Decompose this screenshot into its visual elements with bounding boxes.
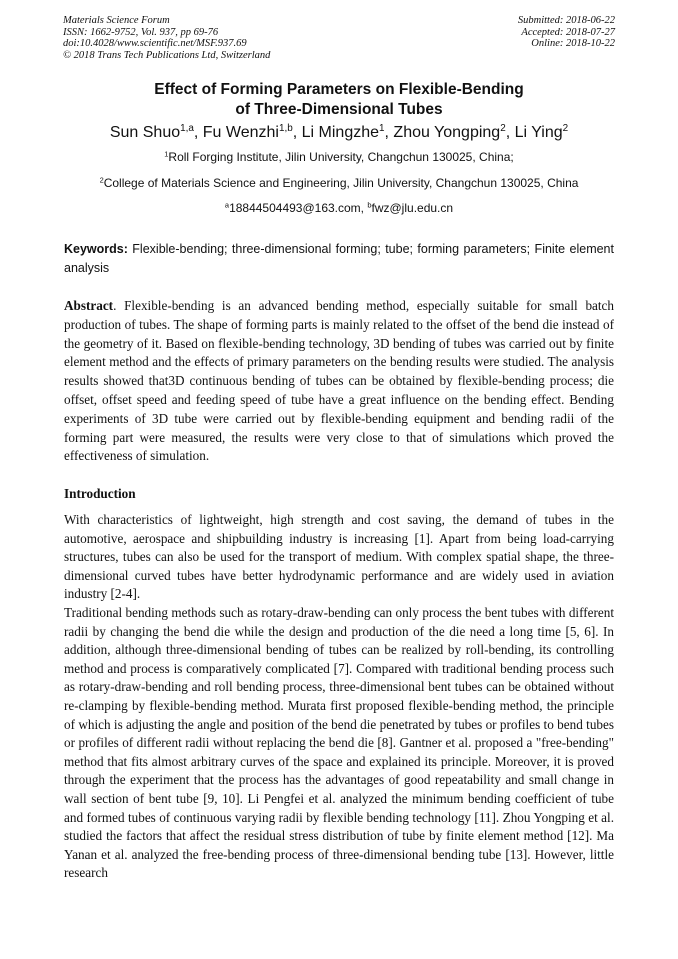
author-sup: 1,b	[278, 123, 293, 135]
copyright: © 2018 Trans Tech Publications Ltd, Switzerland	[63, 49, 271, 61]
author	[302, 124, 394, 141]
keywords-label: Keywords:	[64, 242, 128, 256]
aff-sup: 1	[164, 149, 169, 159]
author-name: Zhou Yongping	[393, 124, 501, 141]
author-sup: 1,a	[180, 123, 194, 135]
author	[393, 124, 514, 141]
submitted-date: Submitted: 2018-06-22	[517, 15, 615, 26]
section-heading: Introduction	[64, 486, 136, 501]
author	[515, 124, 569, 141]
online-date: Online: 2018-10-22	[531, 38, 615, 49]
emails	[0, 201, 678, 215]
introduction-body	[64, 511, 614, 883]
paragraph: With characteristics of lightweight, high strength and cost saving, the demand of tubes in the automotive, aerospace and shipbuilding industry is increasing [1]. Apart from being load-carrying structures, tubes can also be used for the transport of medium. With complex spatial shape, the three-dimensional curved tubes have better hydrodynamic performance and are widely used in aviation industry [2-4].	[64, 512, 614, 602]
doi: doi:10.4028/www.scientific.net/MSF.937.69	[63, 38, 247, 49]
affiliation	[0, 176, 678, 190]
journal-info	[63, 15, 270, 61]
email-sup: b	[367, 200, 372, 210]
author-list	[0, 124, 678, 142]
keywords-text: Flexible-bending; three-dimensional forming; tube; forming parameters; Finite element analysis	[64, 242, 614, 275]
affiliation	[0, 150, 678, 164]
sep: ,	[193, 124, 203, 141]
abstract-text: . Flexible-bending is an advanced bending method, especially suitable for small batch production of tubes. The shape of forming parts is mainly related to the offset of the bend die instead of the geometry of it. Based on flexible-bending technology, 3D bending of tubes was carried out by finite element method and the effects of primary parameters on the bending results were studied. The analysis results showed that3D continuous bending of tubes can be obtained by flexible-bending process; die offset, offset speed and feeding speed of tube have a great influence on the bending effect. Bending experiments of 3D tube were carried out by flexible-bending equipment and bending radii of the forming part were measured, the results were very close to that of simulations which proved the effectiveness of simulation.	[64, 298, 614, 464]
sep: ,	[505, 124, 515, 141]
author-name: Fu Wenzhi	[202, 124, 279, 141]
email-sup: a	[224, 200, 230, 210]
sep: ,	[292, 124, 302, 141]
author-name: Li Mingzhe	[301, 124, 380, 141]
issn: ISSN: 1662-9752, Vol. 937, pp 69-76	[63, 26, 219, 38]
author-name: Li Ying	[514, 124, 563, 141]
sep: ,	[384, 124, 394, 141]
journal-name: Materials Science Forum	[63, 15, 170, 26]
aff-text: College of Materials Science and Engineering, Jilin University, Changchun 130025, China	[103, 176, 579, 190]
author-sup: 1	[379, 123, 385, 135]
email[interactable]: 18844504493@163.com,	[229, 201, 368, 215]
paper-title	[0, 80, 678, 120]
abstract	[64, 297, 614, 466]
aff-sup: 2	[99, 175, 104, 185]
paragraph: Traditional bending methods such as rotary-draw-bending can only process the bent tubes with different radii by changing the bend die while the design and production of the die need a long time [5, 6]. In addition, although three-dimensional bending of tubes can be realized by roll-bending, its controlling method and process is comparatively complicated [7]. Compared with traditional bending process such as rotary-draw-bending and roll bending process, three-dimensional bent tubes can be obtained without re-clamping by flexible-bending method. Murata first proposed flexible-bending method, the principle of which is adjusting the angle and position of the bend die penetrated by tubes or profiles to bend tubes or profiles of different radii without replacing the bend die [8]. Gantner et al. proposed a "free-bending" method that fits almost arbitrary curves of the space and explained its principle. Moreover, it is proved through the experiment that the process has the advantages of good repeatability and small change in wall section of bent tube [9, 10]. Li Pengfei et al. analyzed the minimum bending coefficient of tube and formed tubes of continuous varying radii by flexible bending technology [11]. Zhou Yongping et al. studied the factors that affect the residual stress distribution of tube by finite element method [12]. Ma Yanan et al. analyzed the free-bending process of three-dimensional bending tube [13]. However, little research	[64, 604, 614, 881]
accepted-date: Accepted: 2018-07-27	[521, 26, 615, 38]
author-sup: 2	[562, 123, 569, 135]
email[interactable]: fwz@jlu.edu.cn	[371, 201, 454, 215]
dates-info	[518, 15, 615, 50]
title-line: Effect of Forming Parameters on Flexible-Bending	[154, 81, 524, 98]
keywords	[64, 240, 614, 278]
author-name: Sun Shuo	[109, 124, 181, 141]
author	[110, 124, 203, 141]
author-sup: 2	[500, 123, 506, 135]
aff-text: Roll Forging Institute, Jilin University, Changchun 130025, China;	[168, 150, 514, 164]
abstract-label: Abstract	[64, 298, 114, 313]
title-line: of Three-Dimensional Tubes	[235, 101, 443, 118]
author	[203, 124, 302, 141]
